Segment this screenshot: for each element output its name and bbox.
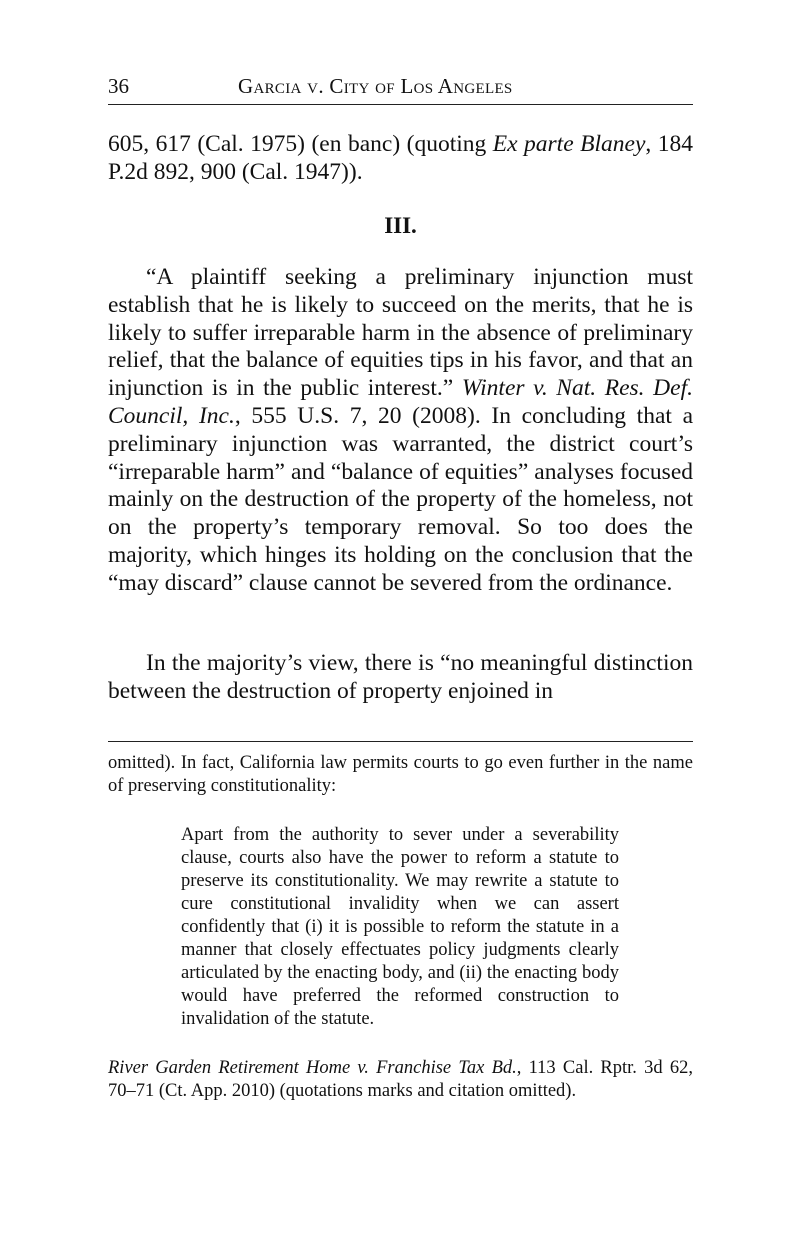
- paragraph-majority-view: [108, 650, 693, 706]
- case-name: River Garden Retirement Home v. Franchise Tax Bd.: [108, 1058, 517, 1078]
- paragraph-text: , 555 U.S. 7, 20 (2008). In concluding that a preliminary injunction was warranted, the district court’s “irreparable harm” and “balance of equities” analyses focused mainly on the destruction of the property of the homeless, not on the property’s temporary removal. So too does the majority, which hinges its holding on the conclusion that the “may discard” clause cannot be severed from the ordinance.: [108, 402, 694, 596]
- footnote-text: omitted). In fact, California law permits courts to go even further in the name of preserving constitutionality:: [108, 753, 693, 796]
- section-heading: III.: [384, 213, 417, 238]
- footnote-divider: [108, 741, 693, 742]
- paragraph-text: , 184 P.2d 892, 900 (Cal. 1947)).: [108, 131, 693, 185]
- paragraph-injunction-standard: [108, 264, 693, 598]
- page-number: 36: [108, 74, 129, 98]
- footnote-citation: [108, 1057, 693, 1103]
- paragraph-text: “A plaintiff seeking a preliminary injunction must establish that he is likely to succeed on the merits, that he is likely to suffer irreparable harm in the absence of preliminary relief, that the balance of equities tips in his favor, and that an injunction is in the public interest.”: [108, 264, 693, 402]
- case-name: Ex parte Blaney: [492, 131, 646, 157]
- running-header: [108, 74, 693, 105]
- case-name: Winter v. Nat. Res. Def. Council, Inc.: [108, 375, 693, 429]
- paragraph-text: In the majority’s view, there is “no meaningful distinction between the destruction of property enjoined in: [108, 650, 693, 704]
- paragraph-text: 605, 617 (Cal. 1975) (en banc) (quoting: [108, 131, 493, 157]
- paragraph-continuation: [108, 131, 693, 187]
- citation-text: , 113 Cal. Rptr. 3d 62, 70–71 (Ct. App. 2010) (quotations marks and citation omitted).: [108, 1058, 693, 1101]
- case-title: Garcia v. City of Los Angeles: [238, 74, 513, 98]
- footnote-block-quote: Apart from the authority to sever under a severability clause, courts also have the power to reform a statute to preserve its constitutionality. We may rewrite a statute to cure constitutional invalidity when we can assert confidently that (i) it is possible to reform the statute in a manner that closely effectuates policy judgments clearly articulated by the enacting body, and (ii) the enacting body would have preferred the reformed construction to invalidation of the statute.: [181, 825, 619, 1029]
